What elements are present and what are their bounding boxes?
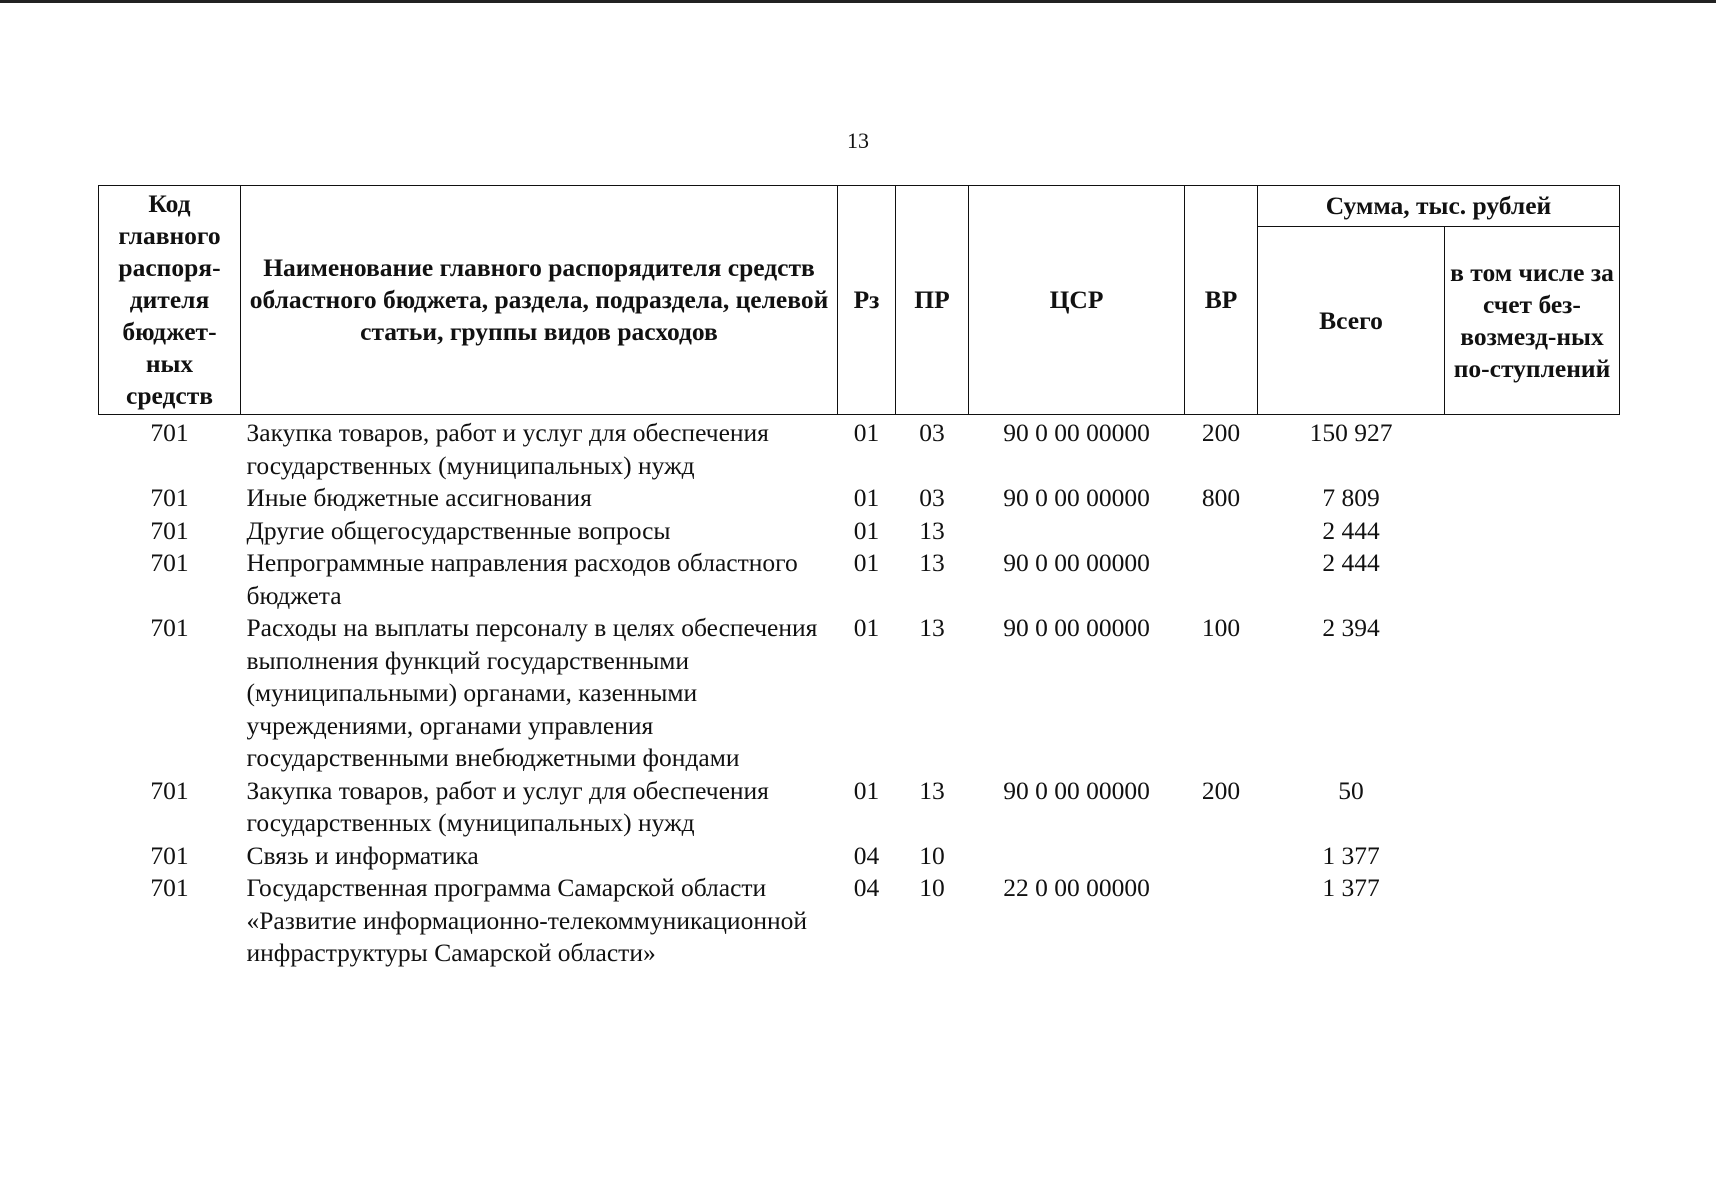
- cell-csr: 90 0 00 00000: [1003, 483, 1150, 512]
- header-free: в том числе за счет без-возмезд-ных по-ступлений: [1445, 227, 1620, 415]
- table-row: [99, 415, 1620, 483]
- cell-code: 701: [150, 483, 189, 512]
- cell-free: [1445, 872, 1620, 970]
- cell-csr: [969, 840, 1185, 873]
- cell-free: [1445, 775, 1620, 840]
- cell-pr: 13: [919, 548, 945, 577]
- cell-code: 701: [150, 548, 189, 577]
- cell-pr: 03: [919, 418, 945, 447]
- cell-rz: 01: [853, 548, 880, 577]
- header-csr: ЦСР: [969, 186, 1185, 415]
- cell-pr: 13: [919, 515, 945, 545]
- cell-vr: [1185, 840, 1258, 873]
- cell-csr: 90 0 00 00000: [1003, 548, 1150, 577]
- cell-name: Расходы на выплаты персоналу в целях обеспечения выполнения функций государственными (муниципальными) органами, казенными учреждениями, органами управления государственными внебюджетными фондами: [246, 613, 818, 772]
- cell-rz: 01: [853, 613, 880, 642]
- header-name: Наименование главного распорядителя средств областного бюджета, раздела, подраздела, целевой статьи, группы видов расходов: [241, 186, 838, 415]
- cell-rz: 04: [853, 873, 880, 902]
- table-row: [99, 612, 1620, 775]
- cell-code: 701: [150, 418, 189, 447]
- cell-rz: 01: [853, 515, 880, 545]
- cell-vr: 800: [1201, 483, 1241, 512]
- table-row: [99, 840, 1620, 873]
- cell-pr: 10: [919, 840, 945, 870]
- cell-total: 150 927: [1309, 418, 1393, 447]
- table-row: [99, 547, 1620, 612]
- header-total: Всего: [1258, 227, 1445, 415]
- cell-csr: 90 0 00 00000: [1003, 613, 1150, 642]
- cell-vr: [1185, 547, 1258, 612]
- cell-free: [1445, 515, 1620, 548]
- cell-rz: 01: [853, 483, 880, 512]
- page-number: 13: [847, 128, 869, 153]
- table-body: [99, 415, 1620, 970]
- cell-name: Государственная программа Самарской области «Развитие информационно-телекоммуникационной инфраструктуры Самарской области»: [246, 873, 808, 967]
- cell-rz: 01: [853, 775, 880, 805]
- cell-total: 2 394: [1322, 613, 1380, 642]
- cell-name: Закупка товаров, работ и услуг для обеспечения государственных (муниципальных) нужд: [246, 775, 769, 837]
- cell-total: 50: [1338, 775, 1364, 805]
- table-header: [99, 186, 1620, 415]
- cell-total: 2 444: [1322, 548, 1380, 577]
- cell-pr: 10: [919, 873, 945, 902]
- cell-free: [1445, 482, 1620, 515]
- cell-vr: [1185, 872, 1258, 970]
- cell-name: Иные бюджетные ассигнования: [246, 483, 592, 512]
- cell-free: [1445, 612, 1620, 775]
- cell-csr: 90 0 00 00000: [1003, 775, 1150, 805]
- cell-name: Связь и информатика: [246, 840, 479, 870]
- cell-vr: [1185, 515, 1258, 548]
- header-rz: Рз: [838, 186, 896, 415]
- table-row: [99, 775, 1620, 840]
- cell-rz: 04: [853, 840, 880, 870]
- cell-code: 701: [150, 840, 189, 870]
- cell-csr: 22 0 00 00000: [1003, 873, 1150, 902]
- cell-name: Другие общегосударственные вопросы: [246, 515, 671, 545]
- header-vr: ВР: [1185, 186, 1258, 415]
- cell-code: 701: [150, 775, 189, 805]
- cell-free: [1445, 840, 1620, 873]
- cell-code: 701: [150, 873, 189, 902]
- cell-free: [1445, 547, 1620, 612]
- table-row: [99, 515, 1620, 548]
- cell-vr: 200: [1201, 418, 1241, 447]
- cell-pr: 13: [919, 613, 945, 642]
- cell-name: Непрограммные направления расходов областного бюджета: [246, 548, 798, 610]
- table-row: [99, 872, 1620, 970]
- cell-csr: [969, 515, 1185, 548]
- cell-name: Закупка товаров, работ и услуг для обеспечения государственных (муниципальных) нужд: [246, 418, 769, 480]
- cell-vr: 200: [1201, 775, 1241, 805]
- cell-total: 1 377: [1322, 840, 1380, 870]
- cell-code: 701: [150, 515, 189, 545]
- cell-pr: 13: [919, 775, 945, 805]
- top-scan-rule: [0, 0, 1716, 3]
- table-row: [99, 482, 1620, 515]
- header-sum-group: Сумма, тыс. рублей: [1258, 186, 1620, 227]
- budget-table: [98, 185, 1620, 970]
- header-code: Код главного распоря-дителя бюджет-ных средств: [99, 186, 241, 415]
- cell-rz: 01: [853, 418, 880, 447]
- cell-code: 701: [150, 613, 189, 642]
- cell-csr: 90 0 00 00000: [1003, 418, 1150, 447]
- cell-pr: 03: [919, 483, 945, 512]
- cell-vr: 100: [1201, 613, 1241, 642]
- cell-free: [1445, 415, 1620, 483]
- header-pr: ПР: [896, 186, 969, 415]
- cell-total: 1 377: [1322, 873, 1380, 902]
- cell-total: 7 809: [1322, 483, 1380, 512]
- cell-total: 2 444: [1322, 515, 1380, 545]
